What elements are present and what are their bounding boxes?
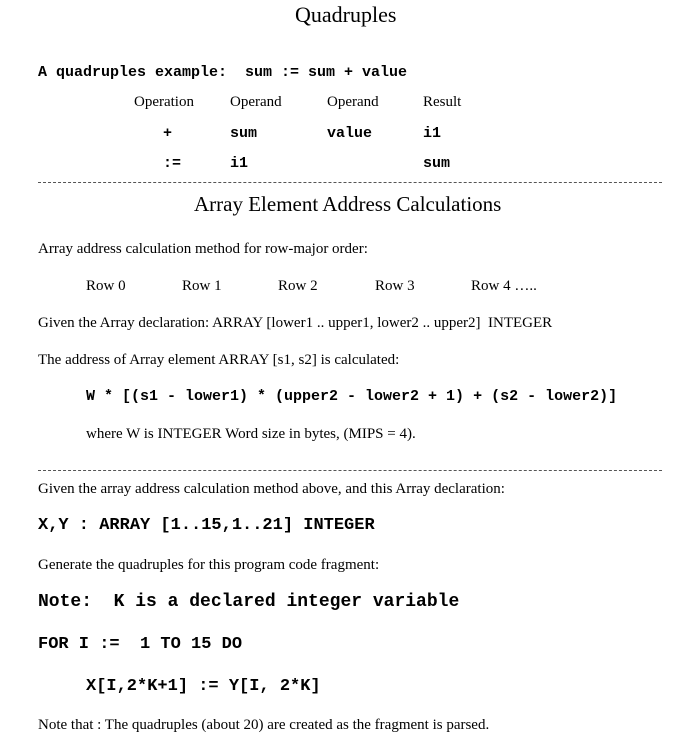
column-header-operand1: Operand: [230, 94, 282, 110]
word-size-note: where W is INTEGER Word size in bytes, (MIPS = 4).: [86, 426, 416, 442]
final-note: Note that : The quadruples (about 20) are created as the fragment is parsed.: [38, 717, 490, 733]
loop-body-line: X[I,2*K+1] := Y[I, 2*K]: [86, 677, 321, 696]
row-label-0: Row 0: [86, 278, 126, 294]
row-label-4: Row 4 …..: [471, 278, 537, 294]
row1-result: i1: [423, 125, 442, 142]
divider-2: [38, 470, 662, 471]
address-formula: W * [(s1 - lower1) * (upper2 - lower2 + 1) + (s2 - lower2)]: [86, 388, 618, 405]
row2-result: sum: [423, 155, 451, 172]
row-label-3: Row 3: [375, 278, 415, 294]
declaration-text: Given the Array declaration: ARRAY [lower1 .. upper1, lower2 .. upper2] INTEGER: [38, 315, 553, 331]
note-k-variable: Note: K is a declared integer variable: [38, 592, 460, 612]
row-label-1: Row 1: [182, 278, 222, 294]
row2-operation: :=: [163, 155, 182, 172]
section3-intro: Given the array address calculation method above, and this Array declaration:: [38, 481, 505, 497]
column-header-result: Result: [423, 94, 462, 110]
example-heading: A quadruples example: sum := sum + value: [38, 64, 408, 81]
section-title-array-address: Array Element Address Calculations: [194, 192, 502, 216]
row2-operand1: i1: [230, 155, 249, 172]
address-intro: The address of Array element ARRAY [s1, s2] is calculated:: [38, 352, 400, 368]
row1-operand1: sum: [230, 125, 258, 142]
row-label-2: Row 2: [278, 278, 318, 294]
method-intro: Array address calculation method for row-major order:: [38, 241, 368, 257]
array-declaration: X,Y : ARRAY [1..15,1..21] INTEGER: [38, 516, 375, 535]
row1-operation: +: [163, 125, 173, 142]
page-title: Quadruples: [295, 2, 397, 27]
generate-instruction: Generate the quadruples for this program code fragment:: [38, 557, 380, 573]
column-header-operation: Operation: [134, 94, 194, 110]
column-header-operand2: Operand: [327, 94, 379, 110]
for-loop-line: FOR I := 1 TO 15 DO: [38, 635, 243, 654]
row1-operand2: value: [327, 125, 373, 142]
divider-1: [38, 182, 662, 183]
